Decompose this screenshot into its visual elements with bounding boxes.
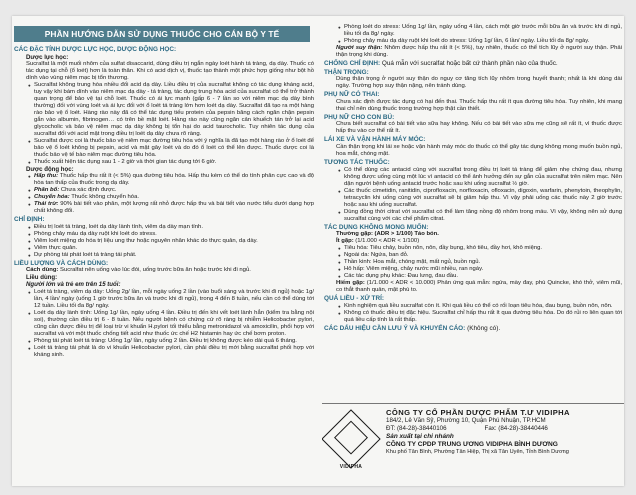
pharmacodynamics-intro: Sucralfat là một muối nhôm của sulfat disaccarid, dùng điều trị ngắn ngày loét hành tá tràng, dạ dày. Thuốc có tác dụng tại chỗ (ổ loét) hơn là toàn thân. Khi có acid dịch vị, thuốc tạo thành một phức hợp giống như bột hồ dính vào vùng niêm mạc bị tổn thương. <box>26 60 314 81</box>
company-tel: ĐT: (84-28)-38440106 <box>386 425 447 432</box>
vidipha-logo <box>328 414 374 470</box>
adverse-effects-list <box>322 245 624 280</box>
absorption-label: Hấp thu: <box>34 173 59 179</box>
adverse-effect-item: ● Hô hấp: Viêm miệng, chảy nước mũi nhiều, ran ngáy. <box>338 266 622 273</box>
absorption-item <box>28 173 314 187</box>
stress-dosage-item: ● Phòng loét do stress: Uống 1g/ lần, ngày uống 4 lần, cách một giờ trước mỗi bữa ăn và trước khi đi ngủ, liều tối đa 8g/ ngày. <box>338 24 622 38</box>
dosage-method-label: Cách dùng: <box>26 267 59 274</box>
renal-text: Nhôm được hấp thu rất ít (< 5%), tuy nhiên, thuốc có thể tích lũy ở người suy thận. Phải thận trọng khi dùng. <box>336 45 622 58</box>
interaction-item: ● Có thể dùng các antacid cùng với sucralfat trong điều trị loét tá tràng để giảm nhẹ chứng đau, nhưng không được uống cùng một lúc vì antacid có thể ảnh hưởng đến sự gắn của sucralfat trên niêm mạc. Nên dặn người bệnh uống antacid trước hoặc sau khi uống sucralfat ½ giờ. <box>338 167 622 188</box>
adult-dosage-item: ● Loét tá tràng, viêm dạ dày: Uống 2g/ lần, mỗi ngày uống 2 lần (vào buổi sáng và trước khi đi ngủ) hoặc 1g/ lần, 4 lần/ ngày (uống 1 giờ trước bữa ăn và trước khi đi ngủ), trong 4 đến 8 tuần, nếu cần có thể dùng tới 12 tuần. Liều tối đa 8g/ ngày. <box>28 289 314 310</box>
adverse-uncommon-label: Ít gặp: <box>336 238 354 245</box>
renal-label: Người suy thận: <box>336 45 383 51</box>
dosage-method <box>26 267 314 274</box>
contraindications-text: Quá mẫn với sucralfat hoặc bất cứ thành phần nào của thuốc. <box>380 60 558 67</box>
driving-heading: LÁI XE VÀ VẬN HÀNH MÁY MÓC: <box>324 136 426 144</box>
dosage-heading: LIỀU LƯỢNG VÀ CÁCH DÙNG: <box>14 259 109 267</box>
adverse-uncommon <box>336 238 622 245</box>
overdose-list <box>322 303 624 324</box>
adult-dosage-item: ● Loét tá tràng tái phát là do vi khuẩn Helicobacter pylori, cần phải điều trị mới bằng sucralfat phối hợp với kháng sinh. <box>28 345 314 359</box>
metabolism-label: Chuyển hóa: <box>34 194 70 200</box>
manufactured-at: Sản xuất tại chi nhánh <box>386 433 454 440</box>
pregnancy-heading: PHỤ NỮ CÓ THAI: <box>324 91 380 99</box>
interaction-item: ● Các thuốc cimetidin, ranitidin, ciprofloxacin, norfloxacin, ofloxacin, digoxin, warfarin, phenytoin, theophylin, tetracyclin khi uống cùng với sucralfat sẽ bị giảm hấp thu. Vì vậy phải uống các thuốc này 2 giờ trước hoặc sau khi uống sucralfat. <box>338 188 622 209</box>
indication-item: ● Viêm loét miệng do hóa trị liệu ung thư hoặc nguyên nhân khác do thực quản, dạ dày. <box>28 238 314 245</box>
absorption-text: Thuốc hấp thu rất ít (< 5%) qua đường tiêu hóa. Hấp thu kém có thể do tính phân cực cao và độ hòa tan thấp của thuốc trong dạ dày. <box>34 173 315 186</box>
dosage-method-text: Sucralfat nên uống vào lúc đói, uống trước bữa ăn hoặc trước khi đi ngủ. <box>58 267 251 274</box>
adverse-rare <box>336 280 622 294</box>
branch-address: Khu phố Tân Bình, Phường Tân Hiệp, Thị xã Tân Uyên, Tỉnh Bình Dương <box>386 449 569 455</box>
right-column <box>322 16 624 486</box>
interactions-list <box>322 167 624 223</box>
excretion-item <box>28 201 314 215</box>
excretion-text: 90% bài tiết vào phân, một lượng rất nhỏ được hấp thu và bài tiết vào nước tiểu dưới dạng hợp chất không đổi. <box>34 201 314 214</box>
warnings-text: (Không có). <box>465 324 501 332</box>
pharmacodynamics-item: ● Sucralfat được coi là thuốc bảo vệ niêm mạc đường tiêu hóa với ý nghĩa là đã tạo một hàng rào ở ổ loét để bảo vệ ổ loét không bị pepsin, acid và mật gây loét và do đó ổ loét có thể lên được. Thuốc dược coi là thuốc bảo vệ tế bào niêm mạc đường tiêu hóa. <box>28 138 314 159</box>
distribution-label: Phân bố: <box>34 187 60 193</box>
driving-text: Cần thận trọng khi lái xe hoặc vận hành máy móc do thuốc có thể gây tác dụng không mong muốn buồn ngủ, hoa mắt, chóng mặt. <box>336 143 622 157</box>
indication-item: ● Điều trị loét tá tràng, loét dạ dày lành tính, viêm dạ dày mạn tính. <box>28 224 314 231</box>
caution-heading: THẬN TRỌNG: <box>324 68 369 76</box>
indication-item: ● Viêm thực quản. <box>28 245 314 252</box>
interactions-heading: TƯƠNG TÁC THUỐC: <box>324 158 390 166</box>
indication-item: ● Dự phòng tái phát loét tá tràng tái phát. <box>28 252 314 259</box>
company-name: CÔNG TY CỔ PHẦN DƯỢC PHẨM T.Ư VIDIPHA <box>386 408 570 417</box>
lactation-text: Chưa biết sucralfat có bài tiết vào sữa hay không. Nếu có bài tiết vào sữa mẹ cũng sẽ rất ít, vì thuốc được hấp thu vào cơ thể rất ít. <box>336 121 622 135</box>
dosage-label: Liều dùng: <box>26 274 58 282</box>
metabolism-text: Thuốc không chuyển hóa. <box>69 194 139 200</box>
pharmacology-heading: CÁC ĐẶC TÍNH DƯỢC LỰC HỌC, DƯỢC ĐỘNG HỌC: <box>14 46 177 53</box>
company-fax: Fax: (84-28)-38440446 <box>484 425 548 432</box>
interaction-item: ● Dùng đồng thời citrat với sucralfat có thể làm tăng nồng độ nhôm trong máu. Vì vậy, không nên sử dụng sucralfat cùng với các chế phẩm citrat. <box>338 209 622 223</box>
stress-dosage-item: ● Phòng chảy máu dạ dày ruột khi loét do stress: Uống 1g/ lần, 6 lần/ ngày. Liều tối đa 8g/ ngày. <box>338 38 622 45</box>
overdose-heading: QUÁ LIỀU - XỬ TRÍ: <box>324 295 384 303</box>
caution-text: Dùng thận trọng ở người suy thận do nguy cơ tăng tích lũy nhôm trong huyết thanh; nhất là khi dùng dài ngày. Trường hợp suy thận nặng, nên tránh dùng. <box>336 76 622 90</box>
indications-list <box>12 224 316 259</box>
adverse-rare-label: Hiếm gặp: <box>336 280 365 287</box>
adverse-effect-item: ● Các tác dụng phụ khác: Đau lưng, đau đầu. <box>338 273 622 280</box>
pregnancy-text: Chưa xác định được tác dụng có hại đến thai. Thuốc hấp thu rất ít qua đường tiêu hóa. Tuy nhiên, khi mang thai chỉ nên dùng thuốc trong trường hợp thật cần thiết. <box>336 98 622 112</box>
indication-item: ● Phòng chảy máu dạ dày ruột khi loét do stress. <box>28 231 314 238</box>
contraindications <box>324 60 624 68</box>
lactation-heading: PHỤ NỮ CHO CON BÚ: <box>324 113 395 121</box>
left-column <box>12 16 316 486</box>
adverse-effect-item: ● Tiêu hóa: Tiêu chảy, buồn nôn, nôn, đầy bụng, khó tiêu, đầy hơi, khô miệng. <box>338 245 622 252</box>
pharmacodynamics-item: ● Thuốc xuất hiện tác dụng sau 1 - 2 giờ và thời gian tác dụng tới 6 giờ. <box>28 159 314 166</box>
renal-note <box>336 45 622 59</box>
adverse-effect-item: ● Ngoài da: Ngứa, ban đỏ. <box>338 252 622 259</box>
leaflet-banner: PHẦN HƯỚNG DẪN SỬ DỤNG THUỐC CHO CÁN BỘ Y TẾ <box>14 26 310 42</box>
metabolism-item <box>28 194 314 201</box>
overdose-item: ● Không có thuốc điều trị đặc hiệu. Sucralfat chỉ hấp thu rất ít qua đường tiêu hóa. Do đó rủi ro liên quan tới quá liều cấp tính là rất thấp. <box>338 310 622 324</box>
leaflet-sheet <box>12 16 624 486</box>
distribution-item <box>28 187 314 194</box>
adverse-common: Thường gặp: (ADR > 1/100) Táo bón. <box>336 231 439 238</box>
branch-name: CÔNG TY CPDP TRUNG ƯƠNG VIDIPHA BÌNH DƯƠNG <box>386 441 558 448</box>
logo-diamond-icon <box>322 409 381 468</box>
pharmacokinetics-heading: Dược động học: <box>26 165 74 173</box>
stress-dosage-list <box>322 24 624 45</box>
excretion-label: Thải trừ: <box>34 201 59 207</box>
manufacturer-footer <box>322 403 624 486</box>
pharmacodynamics-heading: Dược lực học: <box>26 53 69 61</box>
overdose-item: ● Kinh nghiệm quá liều sucralfat còn ít. Khi quá liều có thể có rối loạn tiêu hóa, đau bụng, buồn nôn, nôn. <box>338 303 622 310</box>
adverse-rare-text: (1/1.000 < ADR < 10.000) Phản ứng quá mẫn: ngứa, mày đay, phù Quincke, khó thở, viêm mũi, co thắt thanh quản, mặt phù to. <box>336 280 622 294</box>
contraindications-heading: CHỐNG CHỈ ĐỊNH: <box>324 60 381 67</box>
adult-dosage-list <box>12 289 316 359</box>
adult-dosage-heading: Người lớn và trẻ em trên 15 tuổi: <box>26 281 121 289</box>
adverse-effects-heading: TÁC DỤNG KHÔNG MONG MUỐN: <box>324 223 429 231</box>
pharmacokinetics-list <box>12 173 316 215</box>
company-contacts <box>386 425 620 433</box>
warnings <box>324 325 624 333</box>
warnings-heading: CÁC DẤU HIỆU CẦN LƯU Ý VÀ KHUYẾN CÁO: <box>324 324 466 332</box>
adult-dosage-item: ● Loét dạ dày lành tính: Uống 1g/ lần, ngày uống 4 lần. Điều trị đến khi vết loét lành hẳn (kiểm tra bằng nội soi), thường cần điều trị 6 - 8 tuần. Nếu người bệnh có chứng cứ rõ ràng bị nhiễm Helicobacter pylori, cũng cần được điều trị để loại trừ vi khuẩn H.pylori tối thiểu bằng metronidazol và amoxicilin, phối hợp với sucralfat và với một thuốc chống tiết acid như thuốc ức chế H2 histamin hay ức chế bơm proton. <box>28 310 314 338</box>
logo-text: VIDIPHA <box>339 464 363 470</box>
pharmacodynamics-item: ● Sucralfat không trung hòa nhiều đối acid dạ dày. Liều điều trị của sucralfat không có tác dụng kháng acid, tuy vậy khi bám dính vào niêm mạc dạ dày - tá tràng, tác dụng trung hòa acid của sucralfat có thể trở thành quan trọng để bảo vệ tại chỗ loét. Thuốc có ái lực mạnh (gấp 6 - 7 lần so với niêm mạc dạ dày bình thường) đối với vùng loét và ái lực đối với ổ loét tá tràng lớn hơn loét dạ dày. Sucralfat đã tạo ra một hàng rào bảo vệ ổ loét. Hàng rào này đã có thể tác dụng tiếu protein của pepsin băng cách ngăn chặn pepsin gắn vào albumin, fibrinogen… có trên bề mặt loét. Hàng rào này cũng ngăn cản khuếch tán trở lại acid glycocholic và bảo vệ niêm mạc dạ dày không bị tổn hại do acid taurocholic. Tuy nhiên tác dụng của sucralfat đối với acid mật trong điều trị loét dạ dày chưa rõ ràng. <box>28 82 314 138</box>
adverse-uncommon-text: (1/1.000 < ADR < 1/100) <box>353 238 420 245</box>
adverse-effect-item: ● Thần kinh: Hoa mắt, chóng mặt, mất ngủ, buồn ngủ. <box>338 259 622 266</box>
adult-dosage-item: ● Phòng tái phát loét tá tràng: Uống 1g/ lần, ngày uống 2 lần. Điều trị không được kéo dài quá 6 tháng. <box>28 338 314 345</box>
distribution-text: Chưa xác định được. <box>59 187 117 193</box>
pharmacodynamics-list <box>12 82 316 166</box>
company-info <box>386 408 620 456</box>
indications-heading: CHỈ ĐỊNH: <box>14 216 45 223</box>
company-address: 184/2, Lê Văn Sỹ, Phường 10, Quận Phú Nhuận, TP.HCM <box>386 417 546 424</box>
